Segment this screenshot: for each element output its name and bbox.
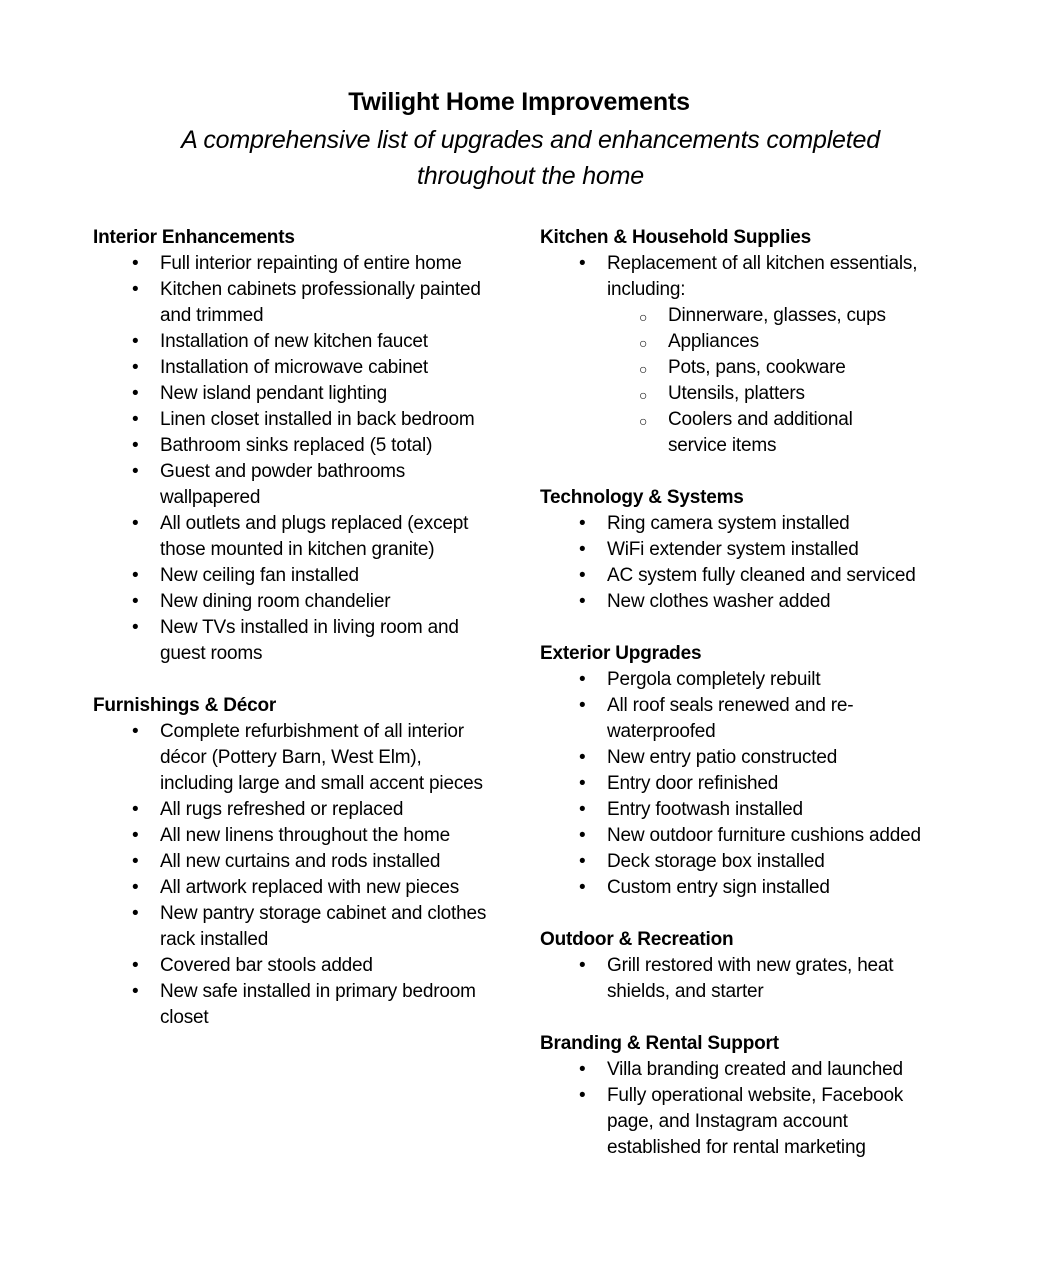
document-title: Twilight Home Improvements [348,88,690,116]
bullet-list [93,251,493,667]
list-item: • New safe installed in primary bedroom closet [93,979,493,1031]
section [540,1031,968,1161]
sub-list-item: ○ Dinnerware, glasses, cups [607,303,910,329]
sub-bullet-list [607,303,910,459]
list-item: • All artwork replaced with new pieces [93,875,493,901]
left-column [93,225,540,1161]
list-item: • All outlets and plugs replaced (except those mounted in kitchen granite) [93,511,493,563]
bullet-list [540,953,940,1005]
list-item: • All new curtains and rods installed [93,849,493,875]
list-item: • New entry patio constructed [540,745,940,771]
section-heading: Kitchen & Household Supplies [540,227,811,248]
section-heading: Outdoor & Recreation [540,929,734,950]
list-item: • Covered bar stools added [93,953,493,979]
list-item: • New ceiling fan installed [93,563,493,589]
bullet-list [540,1057,940,1161]
list-item: • New TVs installed in living room and guest rooms [93,615,493,667]
list-item: • New pantry storage cabinet and clothes rack installed [93,901,493,953]
list-item: • New clothes washer added [540,589,940,615]
list-item: • New dining room chandelier [93,589,493,615]
sub-list-item: ○ Appliances [607,329,910,355]
bullet-list [540,251,940,459]
list-item: • Custom entry sign installed [540,875,940,901]
bullet-list [540,667,940,901]
bullet-list [93,719,493,1031]
list-item: • Guest and powder bathrooms wallpapered [93,459,493,511]
list-item: • Grill restored with new grates, heat shields, and starter [540,953,940,1005]
section [540,641,968,901]
list-item: • Pergola completely rebuilt [540,667,940,693]
sub-list-item: ○ Utensils, platters [607,381,910,407]
document-subtitle: A comprehensive list of upgrades and enhancements completed throughout the home [181,126,880,190]
section-heading: Branding & Rental Support [540,1033,779,1054]
list-item: • Replacement of all kitchen essentials, including: ○ Dinnerware, glasses, cups ○ Appliances ○ Pots, pans, cookware ○ Utensils, platters ○ Coolers and additional service items [540,251,940,459]
list-item: • All roof seals renewed and re-waterproofed [540,693,940,745]
list-item: • Entry door refinished [540,771,940,797]
list-item: • Installation of microwave cabinet [93,355,493,381]
section-heading: Technology & Systems [540,487,744,508]
list-item: • Ring camera system installed [540,511,940,537]
list-item: • WiFi extender system installed [540,537,940,563]
section [540,225,968,459]
list-item: • Linen closet installed in back bedroom [93,407,493,433]
list-item: • All rugs refreshed or replaced [93,797,493,823]
section [540,927,968,1005]
list-item: • Bathroom sinks replaced (5 total) [93,433,493,459]
section [540,485,968,615]
section-heading: Exterior Upgrades [540,643,702,664]
list-item: • New island pendant lighting [93,381,493,407]
list-item: • Entry footwash installed [540,797,940,823]
section [93,225,540,667]
sub-list-item: ○ Pots, pans, cookware [607,355,910,381]
list-item: • New outdoor furniture cushions added [540,823,940,849]
list-item: • All new linens throughout the home [93,823,493,849]
section [93,693,540,1031]
list-item: • Kitchen cabinets professionally painted and trimmed [93,277,493,329]
list-item: • Installation of new kitchen faucet [93,329,493,355]
list-item: • AC system fully cleaned and serviced [540,563,940,589]
list-item: • Full interior repainting of entire home [93,251,493,277]
list-item: • Complete refurbishment of all interior décor (Pottery Barn, West Elm), including large and small accent pieces [93,719,493,797]
section-heading: Furnishings & Décor [93,695,277,716]
list-item: • Villa branding created and launched [540,1057,940,1083]
list-item: • Deck storage box installed [540,849,940,875]
sub-list-item: ○ Coolers and additional service items [607,407,910,459]
list-item: • Fully operational website, Facebook page, and Instagram account established for rental marketing [540,1083,940,1161]
section-heading: Interior Enhancements [93,227,295,248]
two-column-layout [93,225,968,1161]
right-column [540,225,968,1161]
bullet-list [540,511,940,615]
